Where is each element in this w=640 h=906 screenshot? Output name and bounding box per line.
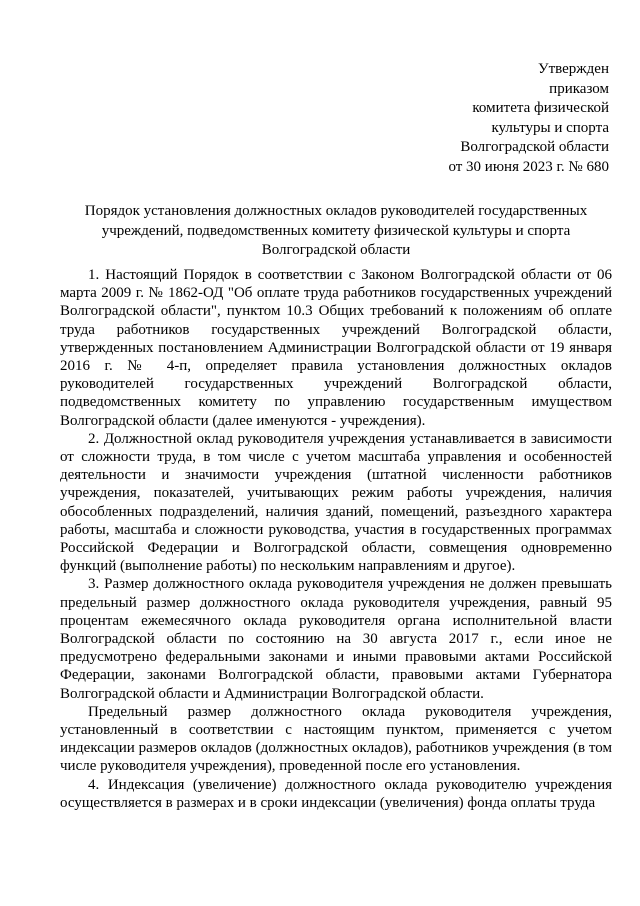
approval-line: приказом	[549, 80, 609, 97]
paragraph-2: 2. Должностной оклад руководителя учреждения устанавливается в зависимости от сложности труда, в том числе с учетом масштаба управления и особенностей деятельности и значимости учреждения (штатной численности работников учреждения, показателей, учитывающих режим работы учреждения, наличия обособленных подразделений, наличия зданий, помещений, разъездного характера работы, масштаба и сложности руководства, участия в государственных программах Российской Федерации и Волгоградской области, совмещения одновременно функций (выполнение работы) по нескольким направлениям и другое).	[60, 430, 612, 575]
approval-line: культуры и спорта	[491, 119, 609, 136]
paragraph-3-continued: Предельный размер должностного оклада руководителя учреждения, установленный в соответствии с настоящим пунктом, применяется с учетом индексации размеров окладов (должностных окладов), работников учреждения (в том числе руководителя учреждения), проведенной после его установления.	[60, 703, 612, 775]
document-body	[60, 266, 612, 812]
approval-line: комитета физической	[472, 100, 609, 116]
approval-line: Утвержден	[537, 61, 609, 77]
document-title: Порядок установления должностных окладов руководителей государственных учреждений, подведомственных комитету физической культуры и спорта Волгоградской области	[84, 203, 588, 258]
approval-line: от 30 июня 2023 г. № 680	[448, 158, 609, 175]
approval-line: Волгоградской области	[460, 139, 609, 155]
paragraph-1: 1. Настоящий Порядок в соответствии с Законом Волгоградской области от 06 марта 2009 г. № 1862-ОД "Об оплате труда работников государственных учреждений Волгоградской области", пунктом 10.3 Общих требований к положениям об оплате труда работников государственных учреждений Волгоградской области, утвержденных постановлением Администрации Волгоградской области от 19 января 2016 г. № 4-п, определяет правила установления должностных окладов руководителей государственных учреждений Волгоградской области, подведомственных комитету по управлению государственным имуществом Волгоградской области (далее именуются - учреждения).	[60, 267, 612, 429]
paragraph-4: 4. Индексация (увеличение) должностного оклада руководителю учреждения осуществляется в размерах и в сроки индексации (увеличения) фонда оплаты труда	[60, 776, 612, 811]
approval-stamp	[349, 60, 609, 177]
paragraph-3: 3. Размер должностного оклада руководителя учреждения не должен превышать предельный размер должностного оклада руководителя учреждения, равный 95 процентам ежемесячного оклада руководителя органа исполнительной власти Волгоградской области по состоянию на 30 августа 2017 г., если иное не предусмотрено федеральными законами и иными правовыми актами Российской Федерации, законами Волгоградской области, правовыми актами Губернатора Волгоградской области и Администрации Волгоградской области.	[60, 576, 612, 702]
